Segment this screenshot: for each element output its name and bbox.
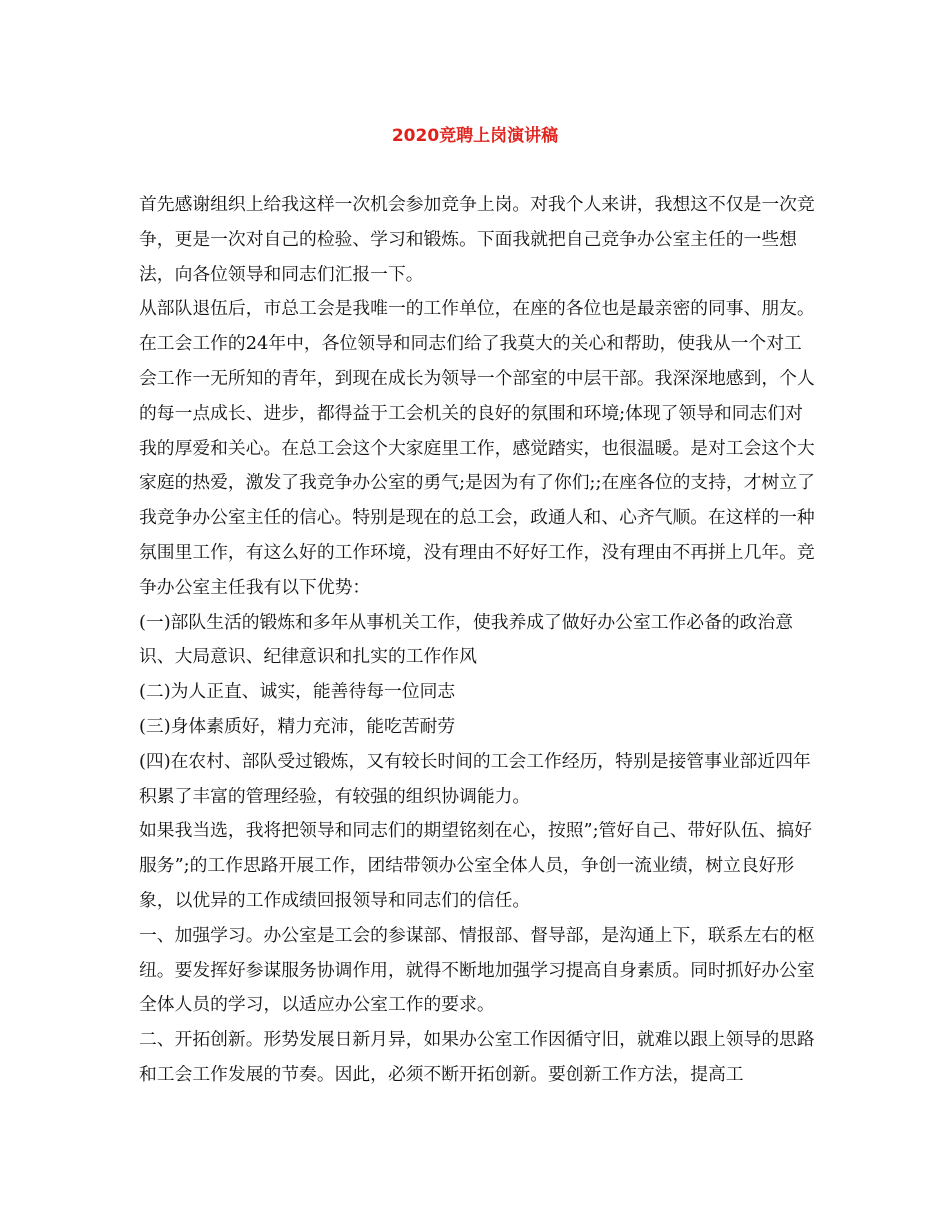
paragraph-intro: 首先感谢组织上给我这样一次机会参加竞争上岗。对我个人来讲，我想这不仅是一次竞争，更是一次对自己的检验、学习和锻炼。下面我就把自己竞争办公室主任的一些想法，向各位领导和同志们汇报一下。 [139,194,815,285]
paragraph-point-1: 一、加强学习。办公室是工会的参谋部、情报部、督导部，是沟通上下，联系左右的枢纽。要发挥好参谋服务协调作用，就得不断地加强学习提高自身素质。同时抓好办公室全体人员的学习，以适应办公室工作的要求。 [139,924,815,1016]
paragraph-advantage-3: (三)身体素质好，精力充沛，能吃苦耐劳 [139,715,456,737]
paragraph-if-elected: 如果我当选，我将把领导和同志们的期望铭刻在心，按照”;管好自己、带好队伍、搞好服务”;的工作思路开展工作，团结带领办公室全体人员，争创一流业绩，树立良好形象，以优异的工作成绩回报领导和同志们的信任。 [139,820,812,911]
paragraph-background: 从部队退伍后，市总工会是我唯一的工作单位，在座的各位也是最亲密的同事、朋友。在工会工作的24年中，各位领导和同志们给了我莫大的关心和帮助，使我从一个对工会工作一无所知的青年，到现在成长为领导一个部室的中层干部。我深深地感到，个人的每一点成长、进步，都得益于工会机关的良好的氛围和环境;体现了领导和同志们对我的厚爱和关心。在总工会这个大家庭里工作，感觉踏实，也很温暖。是对工会这个大家庭的热爱，激发了我竞争办公室的勇气;是因为有了你们;;在座各位的支持，才树立了我竞争办公室主任的信心。特别是现在的总工会，政通人和、心齐气顺。在这样的一种氛围里工作，有这么好的工作环境，没有理由不好好工作，没有理由不再拼上几年。竞争办公室主任我有以下优势： [139,298,815,598]
paragraph-point-2: 二、开拓创新。形势发展日新月异，如果办公室工作因循守旧，就难以跟上领导的思路和工会工作发展的节奏。因此，必须不断开拓创新。要创新工作方法，提高工 [139,1029,815,1085]
document-title: 2020竞聘上岗演讲稿 [391,126,559,146]
document-body [139,188,819,1093]
paragraph-advantage-2: (二)为人正直、诚实，能善待每一位同志 [139,681,456,703]
paragraph-advantage-4: (四)在农村、部队受过锻炼，又有较长时间的工会工作经历，特别是接管事业部近四年积累了丰富的管理经验，有较强的组织协调能力。 [139,750,811,807]
paragraph-advantage-1: (一)部队生活的锻炼和多年从事机关工作，使我养成了做好办公室工作必备的政治意识、大局意识、纪律意识和扎实的工作作风 [139,611,793,668]
